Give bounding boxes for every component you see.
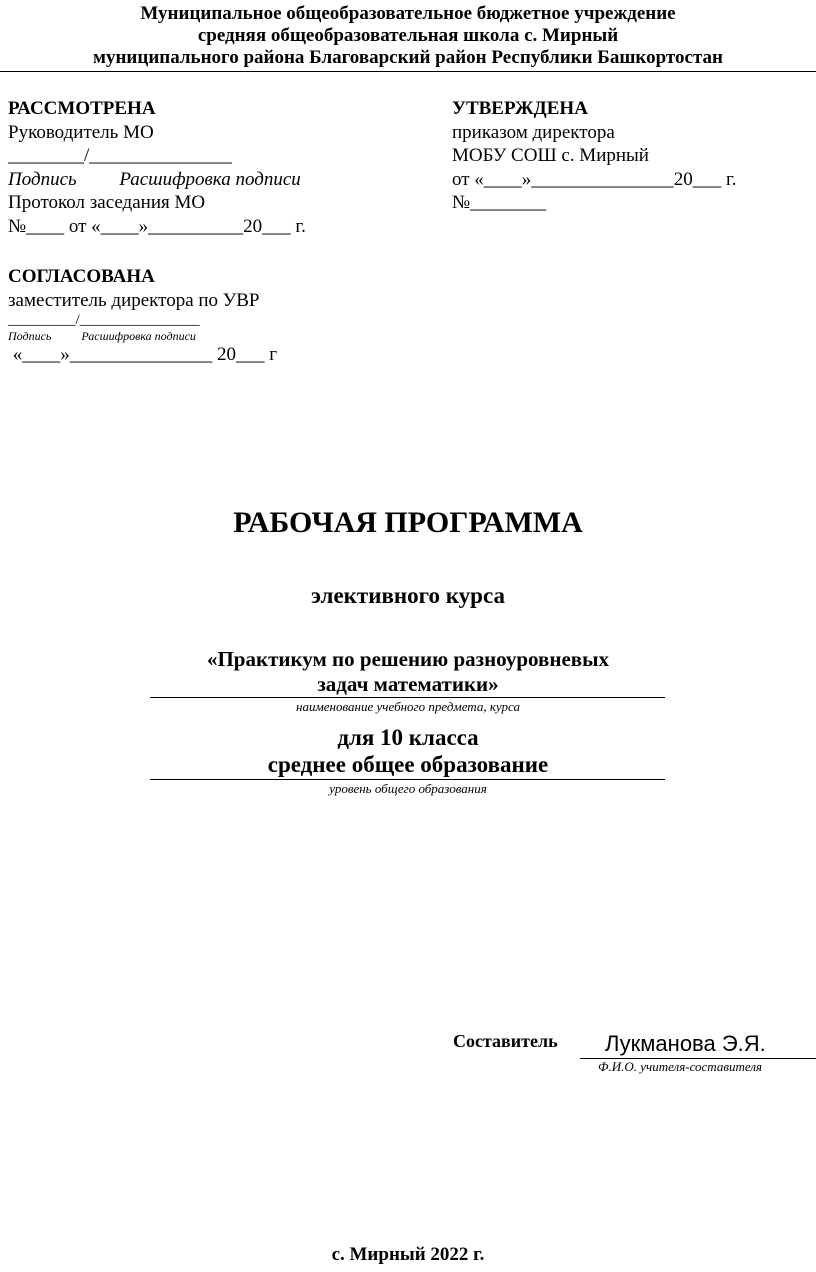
compiler-name: Лукманова Э.Я. (605, 1031, 766, 1056)
agreed-sign-line: _________/________________ (8, 312, 200, 328)
compiler-note: Ф.И.О. учителя-составителя (598, 1059, 763, 1074)
program-title: РАБОЧАЯ ПРОГРАММА (233, 506, 583, 539)
agreed-role: заместитель директора по УВР (8, 289, 260, 311)
course-name-line-1: «Практикум по решению разноуровневых (206, 647, 610, 671)
approved-line-2: МОБУ СОШ с. Мирный (452, 145, 649, 166)
header-line-2: средняя общеобразовательная школа с. Мирный (197, 25, 619, 46)
reviewed-protocol: Протокол заседания МО (8, 192, 206, 213)
grade-info (0, 724, 816, 778)
approved-line-1: приказом директора (452, 121, 615, 143)
reviewed-block (8, 97, 306, 238)
course-underline (150, 697, 665, 698)
reviewed-sign-line: ________/_______________ (8, 145, 232, 166)
approved-heading: УТВЕРЖДЕНА (452, 98, 588, 119)
approved-block (452, 97, 736, 215)
program-subtitle: элективного курса (311, 583, 505, 608)
approved-date-line: от «____»_______________20___ г. (452, 168, 737, 190)
agreed-heading: СОГЛАСОВАНА (8, 266, 155, 287)
reviewed-role: Руководитель МО (8, 121, 154, 143)
course-name (0, 647, 816, 697)
agreed-sign-caption: Подпись Расшифровка подписи (8, 329, 196, 343)
compiler-label: Составитель (453, 1031, 558, 1051)
school-header (0, 3, 816, 69)
approved-number-line: №________ (452, 192, 547, 213)
course-name-line-2: задач математики» (317, 672, 499, 696)
course-note: наименование учебного предмета, курса (296, 699, 520, 714)
grade-line-1: для 10 класса (337, 725, 479, 750)
grade-note: уровень общего образования (329, 781, 487, 796)
header-line-1: Муниципальное общеобразовательное бюджетное учреждение (140, 3, 676, 24)
reviewed-heading: РАССМОТРЕНА (8, 98, 156, 119)
grade-underline (150, 779, 665, 780)
header-line-3: муниципального района Благоварский район Республики Башкортостан (93, 47, 723, 68)
agreed-block (8, 265, 277, 367)
reviewed-protocol-number: №____ от «____»__________20___ г. (8, 215, 306, 237)
reviewed-sign-caption: Подпись Расшифровка подписи (8, 168, 301, 190)
agreed-date-line: «____»_______________ 20___ г (8, 344, 278, 365)
city-year: с. Мирный 2022 г. (331, 1244, 485, 1265)
header-divider (0, 71, 816, 72)
grade-line-2: среднее общее образование (267, 752, 549, 777)
